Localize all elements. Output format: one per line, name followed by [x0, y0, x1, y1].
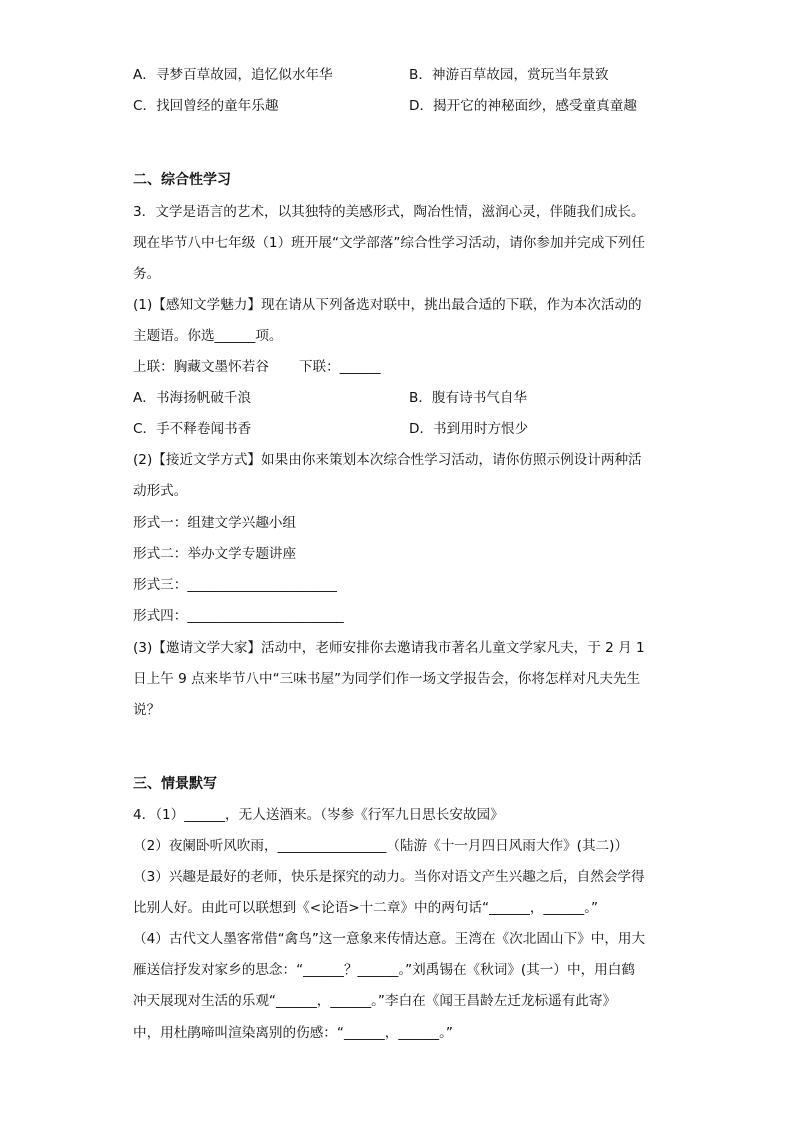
form-three: 形式三：______________________ [133, 577, 337, 593]
q3-part3-line-3: 说？ [133, 702, 161, 718]
q3-option-d: D．书到用时方恨少 [409, 421, 529, 437]
q3-part1-line-1: (1)【感知文学魅力】现在请从下列备选对联中，挑出最合适的下联，作为本次活动的 [133, 297, 642, 313]
couplet-upper: 上联：胸藏文墨怀若谷 [133, 359, 269, 375]
q3-part2-line-2: 动形式。 [133, 483, 188, 499]
q2-option-c: C．找回曾经的童年乐趣 [133, 98, 279, 114]
q3-intro-line-1: 3．文学是语言的艺术，以其独特的美感形式，陶冶性情，滋润心灵，伴随我们成长。 [133, 204, 645, 220]
q3-option-b: B．腹有诗书气自华 [409, 390, 528, 406]
q4-line-7: 冲天展现对生活的乐观“______，______。”李白在《闻王昌龄左迁龙标遥有此寄》 [133, 993, 617, 1009]
q4-line-3: （3）兴趣是最好的老师，快乐是探究的动力。当你对语文产生兴趣之后，自然会学得 [133, 869, 645, 885]
q3-part1-line-2: 主题语。你选______项。 [133, 328, 283, 344]
q2-option-d: D．揭开它的神秘面纱，感受童真童趣 [409, 98, 637, 114]
q3-intro-line-3: 务。 [133, 266, 161, 282]
q4-line-8: 中，用杜鹃啼叫渲染离别的伤感：“______，______。” [133, 1025, 453, 1041]
q2-option-b: B．神游百草故园，赏玩当年景致 [409, 67, 609, 83]
q4-line-6: 雁送信抒发对家乡的思念：“______？______。”刘禹锡在《秋词》(其一）中，用白鹤 [133, 962, 635, 978]
q3-part3-line-2: 日上午 9 点来毕节八中“三味书屋”为同学们作一场文学报告会，你将怎样对凡夫先生 [133, 671, 641, 687]
q4-line-4: 比别人好。由此可以联想到《<论语>十二章》中的两句话“______，______。” [133, 900, 599, 916]
couplet-line [133, 357, 381, 377]
form-two: 形式二：举办文学专题讲座 [133, 546, 297, 562]
section-title-comprehensive-learning: 二、综合性学习 [133, 172, 231, 188]
q4-line-2: （2）夜阑卧听风吹雨，________________（陆游《十一月四日风雨大作》(其二)） [133, 838, 629, 854]
couplet-lower-blank: 下联：______ [298, 359, 381, 375]
q2-option-a: A．寻梦百草故园，追忆似水年华 [133, 67, 333, 83]
q3-part2-line-1: (2)【接近文学方式】如果由你来策划本次综合性学习活动，请你仿照示例设计两种活 [133, 452, 642, 468]
q3-option-a: A．书海扬帆破千浪 [133, 390, 252, 406]
q3-option-c: C．手不释卷闻书香 [133, 421, 252, 437]
q4-line-1: 4．（1）______，无人送酒来。（岑参《行军九日思长安故园》 [133, 807, 504, 823]
form-four: 形式四：_______________________ [133, 608, 344, 624]
form-one: 形式一：组建文学兴趣小组 [133, 515, 297, 531]
q4-line-5: （4）古代文人墨客常借“禽鸟”这一意象来传情达意。王湾在《次北固山下》中，用大 [133, 931, 646, 947]
q3-part3-line-1: (3)【邀请文学大家】活动中，老师安排你去邀请我市著名儿童文学家凡夫，于 2 月 1 [133, 640, 645, 656]
section-title-dictation: 三、情景默写 [133, 776, 217, 792]
q3-intro-line-2: 现在毕节八中七年级（1）班开展“文学部落”综合性学习活动，请你参加并完成下列任 [133, 235, 646, 251]
